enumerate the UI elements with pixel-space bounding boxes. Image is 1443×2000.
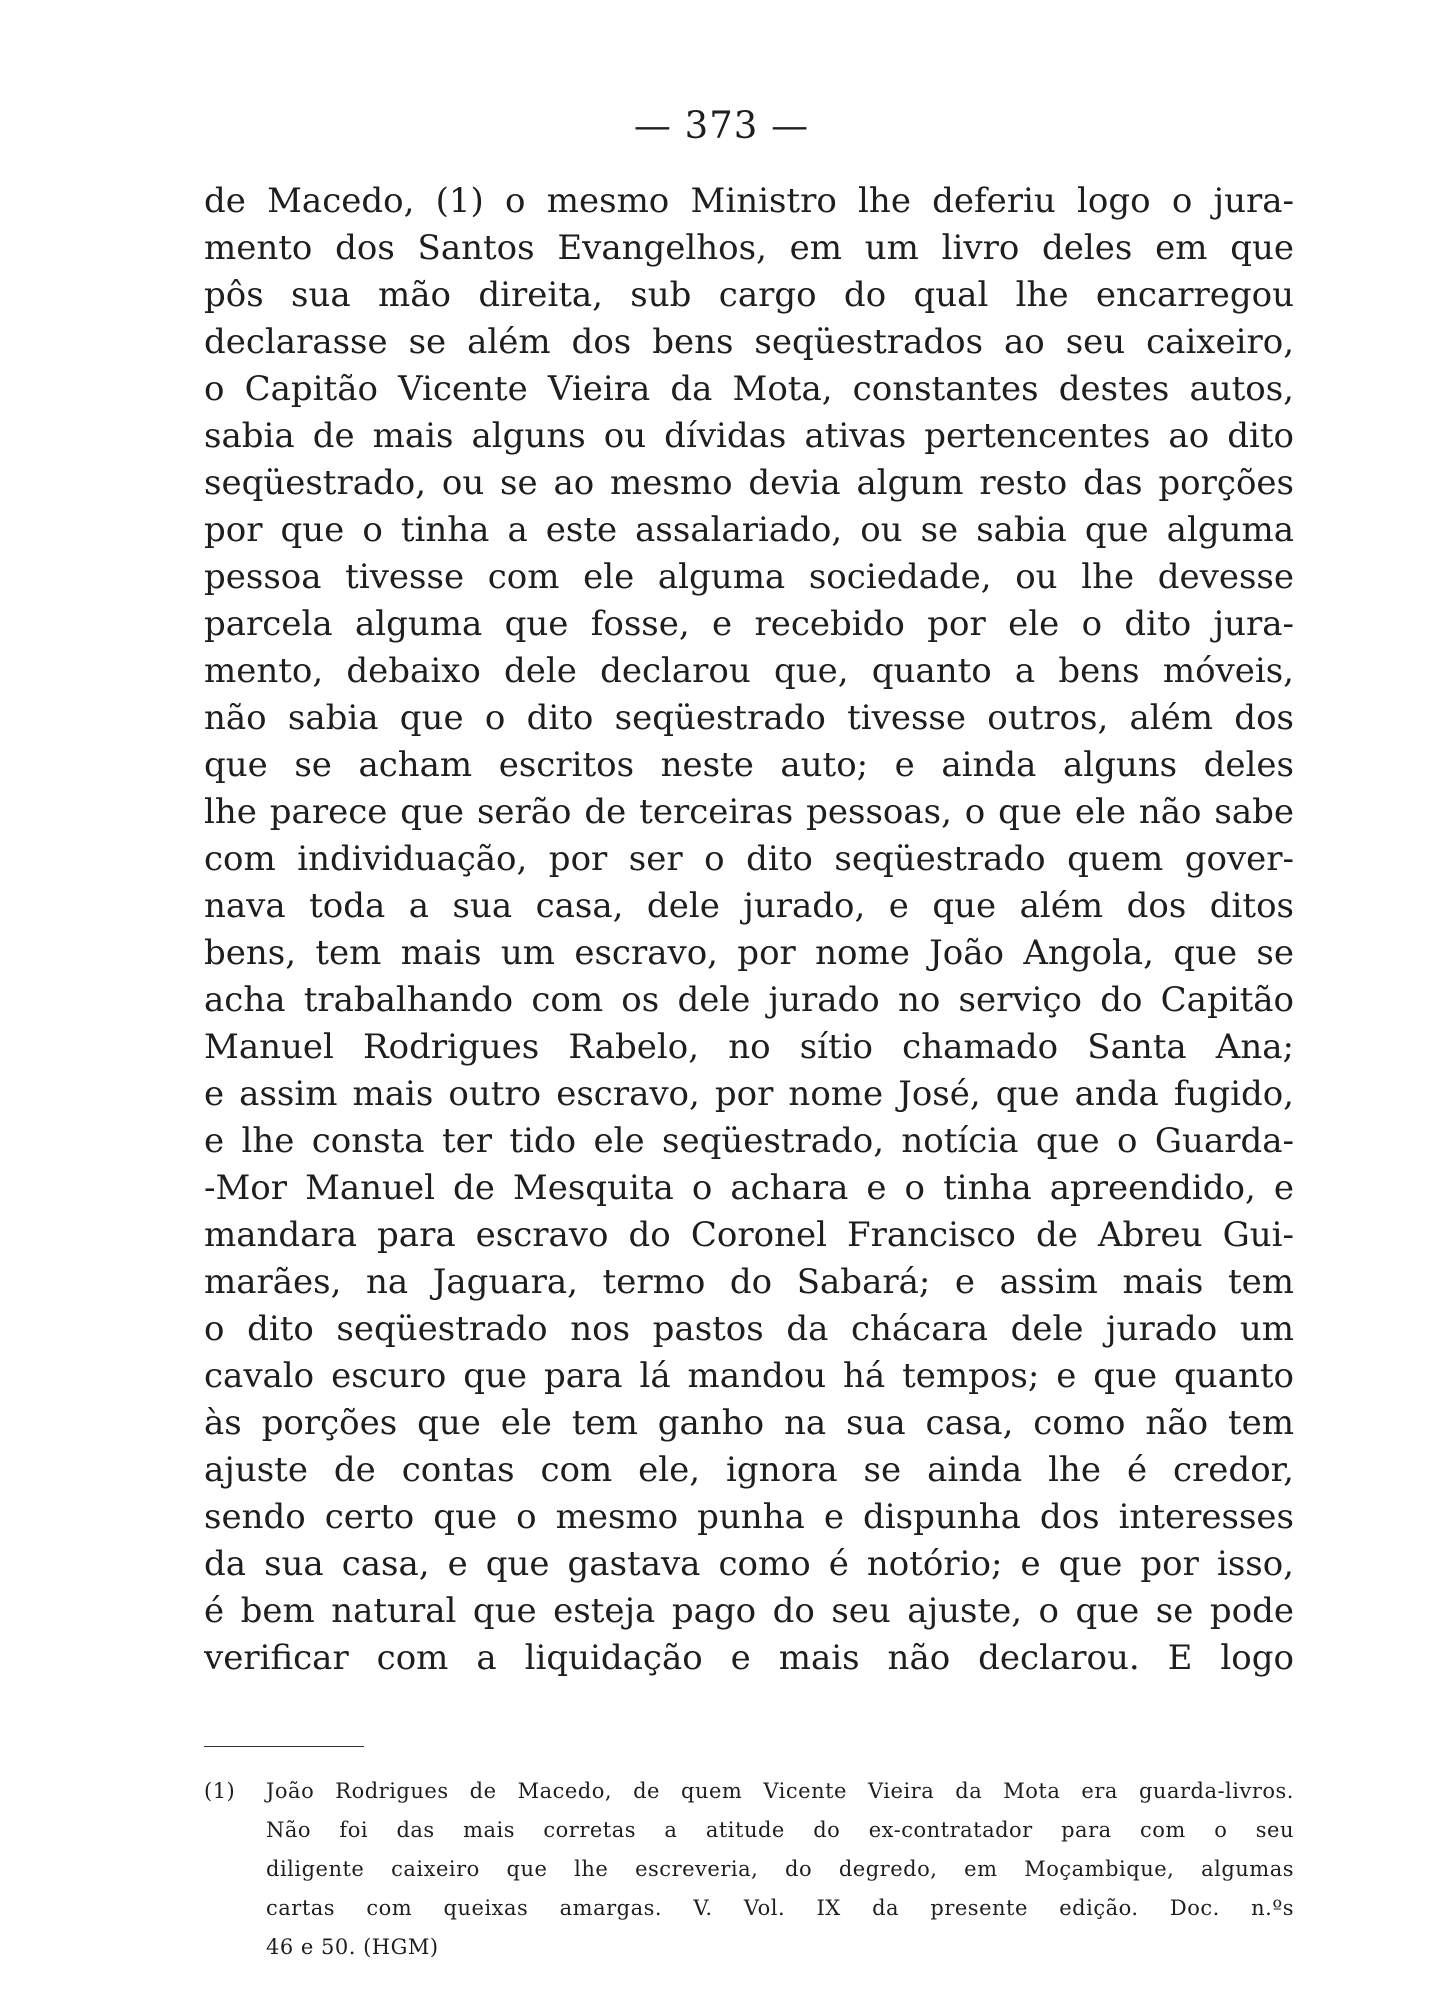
footnote — [204, 1772, 1294, 1967]
body-line: sendo certo que o mesmo punha e dispunha dos interesses — [204, 1497, 1294, 1537]
body-line: com individuação, por ser o dito seqüestrado quem gover- — [204, 839, 1294, 879]
body-line: mento, debaixo dele declarou que, quanto a bens móveis, — [204, 651, 1294, 691]
body-line: acha trabalhando com os dele jurado no serviço do Capitão — [204, 980, 1294, 1020]
footnote-line: 46 e 50. (HGM) — [266, 1935, 439, 1959]
body-line: seqüestrado, ou se ao mesmo devia algum resto das porções — [204, 463, 1294, 503]
body-line: bens, tem mais um escravo, por nome João Angola, que se — [204, 933, 1294, 973]
body-line: e lhe consta ter tido ele seqüestrado, notícia que o Guarda- — [204, 1121, 1294, 1161]
body-line: cavalo escuro que para lá mandou há tempos; e que quanto — [204, 1356, 1294, 1396]
footnote-line: cartas com queixas amargas. V. Vol. IX da presente edição. Doc. n.ºs — [266, 1896, 1294, 1920]
body-line: ajuste de contas com ele, ignora se ainda lhe é credor, — [204, 1450, 1294, 1490]
body-line: de Macedo, (1) o mesmo Ministro lhe deferiu logo o jura- — [204, 181, 1294, 221]
footnote-line: diligente caixeiro que lhe escreveria, do degredo, em Moçambique, algumas — [266, 1857, 1294, 1881]
body-line: por que o tinha a este assalariado, ou se sabia que alguma — [204, 510, 1294, 550]
body-line: mandara para escravo do Coronel Francisco de Abreu Gui- — [204, 1215, 1294, 1255]
body-line: verificar com a liquidação e mais não declarou. E logo — [204, 1638, 1294, 1678]
body-line: é bem natural que esteja pago do seu ajuste, o que se pode — [204, 1591, 1294, 1631]
footnote-line — [204, 1772, 1294, 1811]
body-line: nava toda a sua casa, dele jurado, e que além dos ditos — [204, 886, 1294, 926]
footnote-line-text: João Rodrigues de Macedo, de quem Vicente Vieira da Mota era guarda-livros. — [266, 1779, 1294, 1803]
body-line: pôs sua mão direita, sub cargo do qual lhe encarregou — [204, 275, 1294, 315]
body-line: sabia de mais alguns ou dívidas ativas pertencentes ao dito — [204, 416, 1294, 456]
footnote-divider — [204, 1746, 364, 1747]
body-line: declarasse se além dos bens seqüestrados ao seu caixeiro, — [204, 322, 1294, 362]
body-line: o Capitão Vicente Vieira da Mota, constantes destes autos, — [204, 369, 1294, 409]
body-line: e assim mais outro escravo, por nome José, que anda fugido, — [204, 1074, 1294, 1114]
body-line: parcela alguma que fosse, e recebido por ele o dito jura- — [204, 604, 1294, 644]
body-line: o dito seqüestrado nos pastos da chácara dele jurado um — [204, 1309, 1294, 1349]
footnote-line: Não foi das mais corretas a atitude do ex-contratador para com o seu — [266, 1818, 1294, 1842]
body-line: marães, na Jaguara, termo do Sabará; e assim mais tem — [204, 1262, 1294, 1302]
footnote-marker: (1) — [204, 1779, 236, 1803]
body-line: não sabia que o dito seqüestrado tivesse outros, além dos — [204, 698, 1294, 738]
body-line: pessoa tivesse com ele alguma sociedade, ou lhe devesse — [204, 557, 1294, 597]
body-line: -Mor Manuel de Mesquita o achara e o tinha apreendido, e — [204, 1168, 1294, 1208]
body-line: Manuel Rodrigues Rabelo, no sítio chamado Santa Ana; — [204, 1027, 1294, 1067]
body-line: que se acham escritos neste auto; e ainda alguns deles — [204, 745, 1294, 785]
body-line: às porções que ele tem ganho na sua casa, como não tem — [204, 1403, 1294, 1443]
page-number: — 373 — — [633, 104, 810, 147]
body-line: mento dos Santos Evangelhos, em um livro deles em que — [204, 228, 1294, 268]
body-line: da sua casa, e que gastava como é notório; e que por isso, — [204, 1544, 1294, 1584]
body-line: lhe parece que serão de terceiras pessoas, o que ele não sabe — [204, 792, 1294, 832]
body-text — [204, 178, 1294, 1682]
